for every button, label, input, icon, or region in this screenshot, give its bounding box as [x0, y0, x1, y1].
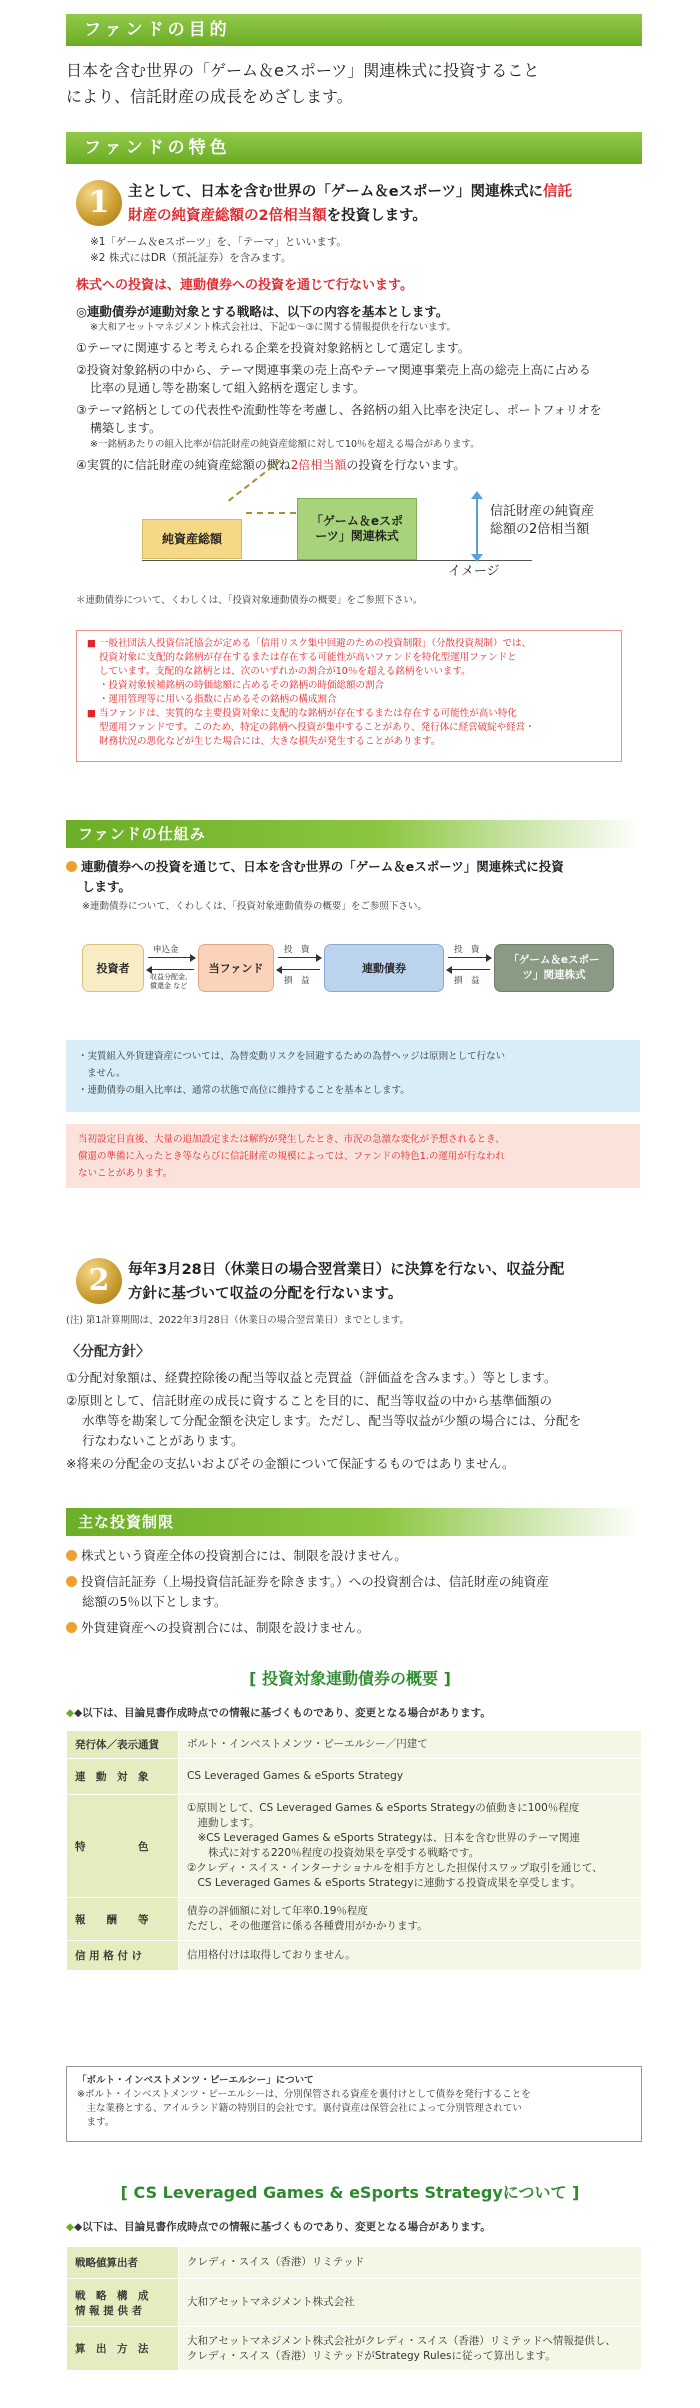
flow-arrow1-return-line [148, 969, 194, 970]
diagram-dashed-connector [246, 512, 296, 524]
bond-overview-table [66, 1730, 642, 1971]
table-cell-label: 発行体／表示通貨 [67, 1731, 179, 1759]
flow-arrow3-line [448, 957, 490, 958]
arrow-right-icon [190, 954, 196, 962]
distribution-policy-title: 〈分配方針〉 [66, 1344, 150, 1360]
strategy-3a: ③テーマ銘柄としての代表性や流動性等を考慮し、各銘柄の組入比率を決定し、ポートフォリオを [76, 403, 602, 417]
flow-arrow3-bottom-label: 損 益 [454, 976, 480, 986]
warn-line: ■ 一般社団法人投資信託協会が定める「信用リスク集中回避のための投資制限」（分散投資規制）では、 [87, 638, 532, 649]
feature1-note-1: ※1「ゲーム＆eスポーツ」を、「テーマ」といいます。 [90, 236, 347, 248]
limit-2a: 投資信託証券（上場投資信託証券を除きます。）への投資割合は、信託財産の純資産 [66, 1572, 549, 1592]
flow-investor-box: 投資者 [82, 944, 144, 992]
bond-overview-title: [ 投資対象連動債券の概要 ] [249, 1669, 451, 1688]
vault-box-line: ます。 [77, 2117, 115, 2128]
table-cell-value [179, 2327, 642, 2371]
flow-arrow1-line [148, 957, 194, 958]
hedge-notes-box [66, 1040, 640, 1112]
feature1-line1: 主として、日本を含む世界の「ゲーム＆eスポーツ」関連株式に信託 [128, 184, 572, 200]
flow-stocks-box: 「ゲーム＆eスポーツ」関連株式 [494, 944, 614, 992]
flow-arrow1-top-label: 申込金 [153, 945, 179, 955]
warn-line: ■ 当ファンドは、実質的な主要投資対象に支配的な銘柄が存在するまたは存在する可能性が高い特化 [87, 708, 517, 719]
strategy-about-title: [ CS Leveraged Games & eSports Strategyについて ] [120, 2183, 580, 2202]
feature-line: 連動します。 [187, 1817, 260, 1829]
limit-1: 株式という資産全体の投資割合には、制限を設けません。 [66, 1546, 407, 1566]
feature2-note: (注) 第1計算期間は、2022年3月28日（休業日の場合翌営業日）までとします。 [66, 1315, 410, 1326]
strategy-2b: 比率の見通し等を勘案して組入銘柄を選定します。 [90, 381, 366, 395]
policy-2a: ②原則として、信託財産の成長に資することを目的に、配当等収益の中から基準価額の [66, 1393, 552, 1408]
warn-line: ・投資対象候補銘柄の時価総額に占めるその銘柄の時価総額の割合 [99, 680, 385, 691]
vault-investments-box [66, 2066, 642, 2142]
feature-line: 株式に対する220％程度の投資効果を享受する戦略です。 [187, 1847, 480, 1859]
warn-line: ・運用管理等に用いる指数に占めるその銘柄の構成割合 [99, 694, 337, 705]
policy-1: ①分配対象額は、経費控除後の配当等収益と売買益（評価益を含みます。）等とします。 [66, 1370, 557, 1385]
table-cell-label: 戦略値算出者 [67, 2247, 179, 2279]
vault-box-title: 「ボルト・インベストメンツ・ピーエルシー」について [77, 2075, 314, 2086]
feature1-note-2: ※2 株式にはDR（預託証券）を含みます。 [90, 252, 292, 264]
hedge-note: ・連動債券の組入比率は、通常の状態で高位に維持することを基本とします。 [78, 1085, 410, 1096]
arrow-down-icon [471, 554, 483, 562]
table-row [67, 1898, 642, 1941]
vault-box-line: 主な業務とする、アイルランド籍の特別目的会社です。裏付資産は保管会社によって分別管理されてい [77, 2103, 522, 2114]
strategy-note: ※大和アセットマネジメント株式会社は、下記①～③に関する情報提供を行ないます。 [90, 322, 456, 333]
strategy-3b: 構築します。 [90, 421, 162, 435]
strategy-4: ④実質的に信託財産の純資産総額の概ね2倍相当額の投資を行ないます。 [76, 458, 466, 472]
strategy-3-note: ※一銘柄あたりの組入比率が信託財産の純資産総額に対して10％を超える場合があります。 [90, 439, 480, 450]
hedge-note: ません。 [87, 1068, 126, 1079]
diagram-image-label: イメージ [448, 564, 500, 579]
table-cell-label: 報 酬 等 [67, 1898, 179, 1941]
feature-line: ①原則として、CS Leveraged Games & eSports Strategyの値動きに100％程度 [187, 1802, 580, 1814]
operation-note: 当初設定日直後、大量の追加設定または解約が発生したとき、市況の急激な変化が予想されるとき、 [78, 1134, 505, 1145]
table-cell-value [179, 1898, 642, 1941]
policy-2b: 水準等を勘案して分配金額を決定します。ただし、配当等収益が少額の場合には、分配を [82, 1413, 582, 1428]
fee-line: 債券の評価額に対して年率0.19％程度 [187, 1905, 368, 1917]
operation-note: 償還の準備に入ったとき等ならびに信託財産の規模によっては、ファンドの特色1.の運用が行なわれ [78, 1151, 505, 1162]
arrow-left-icon [446, 966, 452, 974]
table-row [67, 1941, 642, 1971]
section-header-mechanism: ファンドの仕組み [66, 820, 640, 848]
feature-line: CS Leveraged Games & eSports Strategyに連動する投資成果を享受します。 [187, 1877, 581, 1889]
feature2-line2: 方針に基づいて収益の分配を行ないます。 [128, 1286, 403, 1302]
table-row [67, 1759, 642, 1795]
table-row [67, 1795, 642, 1898]
vault-box-line: ※ボルト・インベストメンツ・ピーエルシーは、分別保管される資産を裏付けとして債券を発行することを [77, 2089, 531, 2100]
policy-3: ※将来の分配金の支払いおよびその金額について保証するものではありません。 [66, 1456, 515, 1471]
feature1-line2: 財産の純資産総額の2倍相当額を投資します。 [128, 208, 427, 224]
strategy-2a: ②投資対象銘柄の中から、テーマ関連事業の売上高やテーマ関連事業売上高の総売上高に占める [76, 363, 591, 377]
feature-line: ※CS Leveraged Games & eSports Strategyは、日本を含む世界のテーマ関連 [187, 1832, 580, 1844]
flow-arrow3-top-label: 投 資 [454, 945, 480, 955]
table-cell-value: クレディ・スイス（香港）リミテッド [179, 2247, 642, 2279]
table-cell-value: 信用格付けは取得しておりません。 [179, 1941, 642, 1971]
diagram-arrow-label: 信託財産の純資産総額の2倍相当額 [490, 504, 595, 537]
flow-arrow2-return-line [278, 969, 320, 970]
feature2-line1: 毎年3月28日（休業日の場合翌営業日）に決算を行ない、収益分配 [128, 1262, 565, 1278]
section-header-purpose: ファンドの目的 [66, 14, 642, 46]
feature-number-2-icon: 2 [76, 1258, 122, 1304]
operation-notes-box [66, 1124, 640, 1188]
arrow-left-icon [276, 966, 282, 974]
flow-arrow2-bottom-label: 損 益 [284, 976, 310, 986]
table-cell-label: 特 色 [67, 1795, 179, 1898]
fee-line: ただし、その他運営に係る各種費用がかかります。 [187, 1920, 428, 1932]
table-row [67, 2279, 642, 2327]
warn-line: しています。支配的な銘柄とは、次のいずれかの割合が10％を超える銘柄をいいます。 [99, 666, 471, 677]
limit-2b: 総額の5％以下とします。 [82, 1594, 227, 1609]
purpose-line-1: 日本を含む世界の「ゲーム＆eスポーツ」関連株式に投資すること [66, 61, 540, 80]
strategy-1: ①テーマに関連すると考えられる企業を投資対象銘柄として選定します。 [76, 341, 470, 355]
operation-note: ないことがあります。 [78, 1168, 173, 1179]
strategy-head: ◎連動債券が連動対象とする戦略は、以下の内容を基本とします。 [76, 304, 449, 319]
table-cell-label: 算 出 方 法 [67, 2327, 179, 2371]
table-cell-label: 連 動 対 象 [67, 1759, 179, 1795]
flow-arrow2-top-label: 投 資 [284, 945, 310, 955]
feature1-red-line: 株式への投資は、連動債券への投資を通じて行ないます。 [76, 278, 413, 293]
arrow-up-icon [471, 491, 483, 499]
warn-line: 投資対象に支配的な銘柄が存在するまたは存在する可能性が高いファンドを特化型運用ファンドと [99, 652, 517, 663]
flow-arrow2-line [278, 957, 320, 958]
flow-arrow3-return-line [448, 969, 490, 970]
diagram-net-assets-box: 純資産総額 [142, 519, 242, 559]
arrow-right-icon [486, 954, 492, 962]
feature-line: ②クレディ・スイス・インターナショナルを相手方とした担保付スワップ取引を通じて、 [187, 1862, 603, 1874]
method-line: 大和アセットマネジメント株式会社がクレディ・スイス（香港）リミテッドへ情報提供し、 [187, 2334, 616, 2347]
table-cell-label: 戦 略 構 成 情 報 提 供 者 [67, 2279, 179, 2327]
table-row [67, 2327, 642, 2371]
strategy-about-lead: ◆◆以下は、目論見書作成時点での情報に基づくものであり、変更となる場合があります。 [66, 2221, 491, 2233]
arrow-right-icon [316, 954, 322, 962]
table-cell-value: ボルト・インベストメンツ・ピーエルシー／円建て [179, 1731, 642, 1759]
diagram-stocks-box: 「ゲーム＆eスポーツ」関連株式 [297, 498, 417, 560]
table-row [67, 1731, 642, 1759]
limit-3: 外貨建資産への投資割合には、制限を設けません。 [66, 1618, 369, 1638]
policy-2c: 行なわないことがあります。 [82, 1433, 244, 1448]
bond-overview-lead: ◆◆以下は、目論見書作成時点での情報に基づくものであり、変更となる場合があります。 [66, 1707, 491, 1719]
hedge-note: ・実質組入外貨建資産については、為替変動リスクを回避するための為替ヘッジは原則として行ない [78, 1051, 506, 1062]
concentration-warning-box [76, 630, 622, 762]
purpose-line-2: により、信託財産の成長をめざします。 [66, 87, 353, 106]
warn-line: 財務状況の悪化などが生じた場合には、大きな損失が発生することがあります。 [99, 736, 441, 747]
table-cell-value: 大和アセットマネジメント株式会社 [179, 2279, 642, 2327]
feature-number-1-icon: 1 [76, 180, 122, 226]
mechanism-lead-1: 連動債券への投資を通じて、日本を含む世界の「ゲーム＆eスポーツ」関連株式に投資 [66, 857, 564, 877]
flow-bond-box: 連動債券 [324, 944, 444, 992]
flow-arrow1-bottom-label: 収益分配金、償還金 など [150, 973, 192, 990]
section-header-features: ファンドの特色 [66, 132, 642, 164]
strategy-about-table [66, 2246, 642, 2371]
table-cell-value: CS Leveraged Games & eSports Strategy [179, 1759, 642, 1795]
warn-line: 型運用ファンドです。このため、特定の銘柄へ投資が集中することがあり、発行体に経営破綻や経営・ [99, 722, 535, 733]
table-cell-value [179, 1795, 642, 1898]
section-header-limits: 主な投資制限 [66, 1508, 640, 1536]
table-cell-label: 信 用 格 付 け [67, 1941, 179, 1971]
after-diagram-note: ＊連動債券について、くわしくは、「投資対象連動債券の概要」をご参照下さい。 [76, 595, 423, 606]
flow-fund-box: 当ファンド [198, 944, 274, 992]
mechanism-note: ※連動債券について、くわしくは、「投資対象連動債券の概要」をご参照下さい。 [82, 901, 427, 912]
table-row [67, 2247, 642, 2279]
method-line: クレディ・スイス（香港）リミテッドがStrategy Rulesに従って算出します。 [187, 2349, 556, 2362]
mechanism-lead-2: します。 [82, 879, 132, 894]
diagram-arrow-shaft [476, 496, 478, 560]
